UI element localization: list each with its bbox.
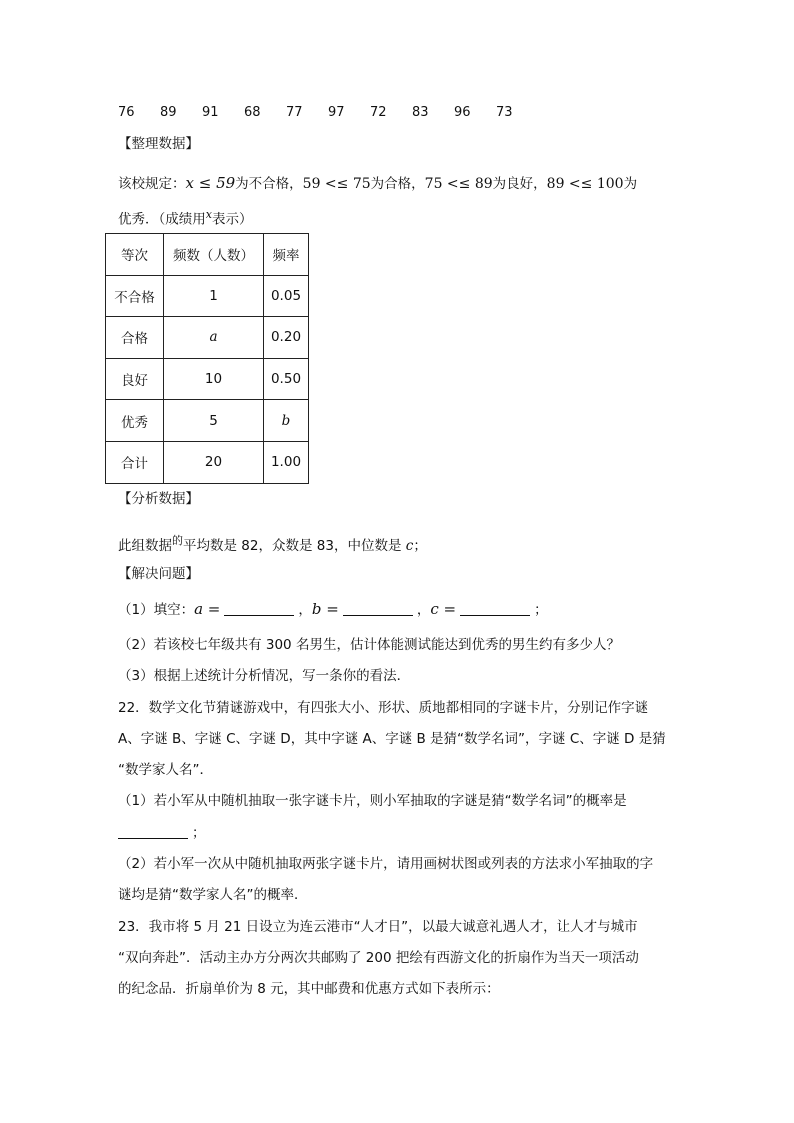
- table-cell: 良好: [106, 358, 164, 400]
- analyze-var: c: [405, 538, 414, 554]
- question-3: （3）根据上述统计分析情况，写一条你的看法．: [118, 668, 411, 684]
- rule-math-2: 59 <≤ 75: [302, 176, 371, 192]
- rule-line2-post: 表示）: [211, 211, 253, 228]
- p22-q1-end: ；: [192, 825, 206, 841]
- analyze-de: 的: [172, 534, 183, 547]
- analyze-end: ；: [413, 538, 427, 554]
- table-cell: b: [264, 400, 309, 442]
- q1-prefix: （1）填空：: [118, 602, 195, 618]
- table-cell: 不合格: [106, 275, 164, 317]
- table-cell: 0.05: [264, 275, 309, 317]
- rule-text-2: 为合格，: [370, 176, 425, 192]
- problem-22-line2: A、字谜 B、字谜 C、字谜 D，其中字谜 A、字谜 B 是猜“数学名词”，字谜 C、字谜 D 是猜: [118, 731, 666, 747]
- answer-blank-c[interactable]: [460, 600, 530, 616]
- question-1-fill: [118, 598, 548, 621]
- q1-end: ；: [534, 602, 548, 618]
- score-cell: 72: [370, 105, 387, 120]
- table-cell: 10: [164, 358, 264, 400]
- rule-math-4: 89 <≤ 100: [546, 176, 624, 192]
- table-cell: 优秀: [106, 400, 164, 442]
- score-cell: 77: [286, 105, 303, 120]
- rule-math-1: x ≤ 59: [185, 174, 236, 192]
- table-cell: 1: [164, 275, 264, 317]
- rule-var: x: [205, 208, 212, 221]
- problem-22-q1-blank-line: [118, 822, 206, 844]
- q1-sep: ，: [416, 602, 431, 618]
- organize-heading: 【整理数据】: [118, 136, 199, 152]
- q1-a-label: a =: [194, 600, 221, 618]
- table-cell: 1.00: [264, 441, 309, 483]
- analyze-heading: 【分析数据】: [118, 491, 199, 507]
- problem-23-line2: “双向奔赴”．活动主办方分两次共邮购了 200 把绘有西游文化的折扇作为当天一项活动: [118, 950, 639, 966]
- grade-frequency-table: [105, 233, 309, 484]
- table-cell: 合格: [106, 317, 164, 359]
- table-row: [106, 400, 309, 442]
- table-row: [106, 441, 309, 483]
- rule-prefix: 该校规定：: [118, 176, 186, 192]
- rule-text-4: 为: [623, 176, 638, 192]
- scores-row: [118, 105, 538, 120]
- q1-c-label: c =: [430, 600, 457, 618]
- table-row: [106, 275, 309, 317]
- rule-math-3: 75 <≤ 89: [424, 176, 493, 192]
- rule-text-1: 为不合格，: [235, 176, 303, 192]
- score-cell: 91: [202, 105, 219, 120]
- analyze-pre: 此组数据: [118, 538, 172, 554]
- answer-blank-b[interactable]: [343, 600, 413, 616]
- problem-22-line3: “数学家人名”．: [118, 762, 213, 778]
- problem-22-q1: （1）若小军从中随机抽取一张字谜卡片，则小军抽取的字谜是猜“数学名词”的概率是: [118, 793, 627, 809]
- table-header-row: [106, 234, 309, 276]
- table-cell: 20: [164, 441, 264, 483]
- analyze-post: 平均数是 82，众数是 83，中位数是: [183, 538, 402, 554]
- table-header: 频率: [264, 234, 309, 276]
- score-cell: 96: [454, 105, 471, 120]
- answer-blank-a[interactable]: [224, 600, 294, 616]
- score-cell: 97: [328, 105, 345, 120]
- table-cell: 5: [164, 400, 264, 442]
- grading-rule-line1: [118, 172, 637, 195]
- score-cell: 83: [412, 105, 429, 120]
- score-cell: 89: [160, 105, 177, 120]
- problem-22-q2-line1: （2）若小军一次从中随机抽取两张字谜卡片，请用画树状图或列表的方法求小军抽取的字: [118, 856, 654, 872]
- table-cell: 0.20: [264, 317, 309, 359]
- analyze-sentence: [118, 530, 427, 557]
- problem-22-line1: 22．数学文化节猜谜游戏中，有四张大小、形状、质地都相同的字谜卡片，分别记作字谜: [118, 700, 649, 716]
- problem-22-q2-line2: 谜均是猜“数学家人名”的概率．: [118, 887, 308, 903]
- table-row: [106, 358, 309, 400]
- table-row: [106, 317, 309, 359]
- table-cell: 合计: [106, 441, 164, 483]
- table-header: 等次: [106, 234, 164, 276]
- score-cell: 73: [496, 105, 513, 120]
- answer-blank-probability[interactable]: [118, 823, 188, 839]
- q1-sep: ，: [298, 602, 312, 618]
- q1-b-label: b =: [311, 600, 339, 618]
- table-cell: 0.50: [264, 358, 309, 400]
- table-cell: a: [164, 317, 264, 359]
- grading-rule-line2: [118, 204, 252, 231]
- score-cell: 76: [118, 105, 135, 120]
- rule-text-3: 为良好，: [492, 176, 547, 192]
- problem-23-line1: 23．我市将 5 月 21 日设立为连云港市“人才日”，以最大诚意礼遇人才，让人才与城市: [118, 919, 638, 935]
- rule-line2-pre: 优秀．（成绩用: [118, 211, 206, 228]
- question-2: （2）若该校七年级共有 300 名男生，估计体能测试能达到优秀的男生约有多少人？: [118, 637, 620, 653]
- table-header: 频数（人数）: [164, 234, 264, 276]
- score-cell: 68: [244, 105, 261, 120]
- problem-23-line3: 的纪念品．折扇单价为 8 元，其中邮费和优惠方式如下表所示：: [118, 981, 500, 997]
- solve-heading: 【解决问题】: [118, 566, 199, 582]
